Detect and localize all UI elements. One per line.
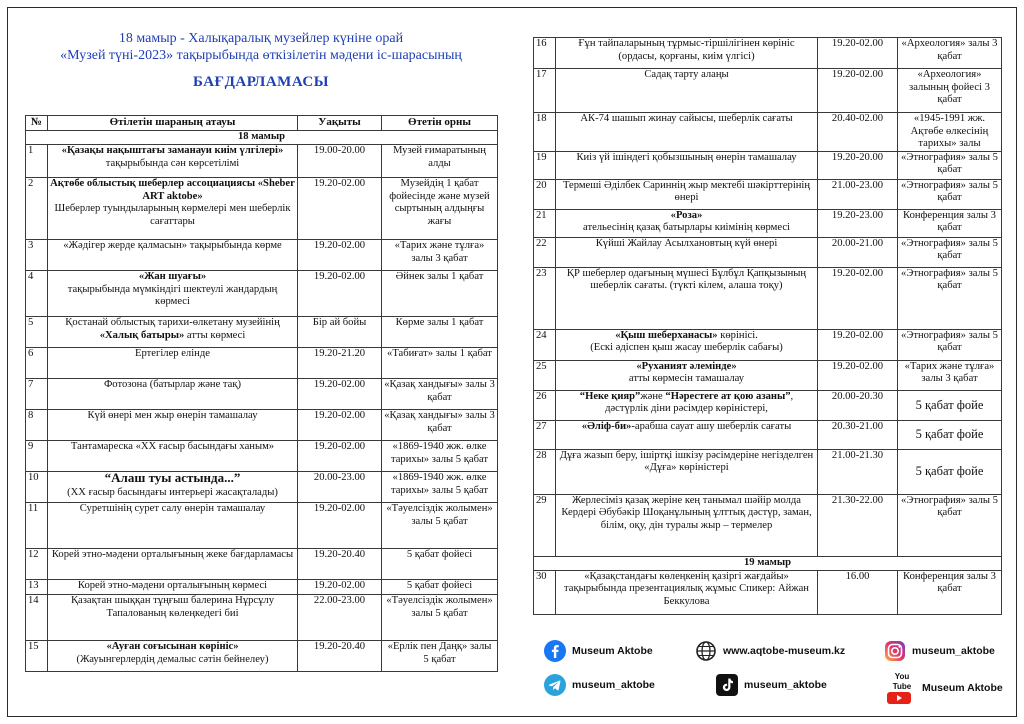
program-table-left: [25, 115, 498, 672]
row-name: Күй өнері мен жыр өнерін тамашалау: [48, 410, 298, 441]
row-time: 20.30-21.00: [818, 420, 898, 449]
header-line-2: «Музей түні-2023» тақырыбында өткізілетін мәдени іс-шарасының: [60, 48, 462, 63]
table-row: [534, 38, 1002, 69]
row-place: Көрме залы 1 қабат: [382, 317, 498, 348]
column-header-place: Өтетін орны: [382, 116, 498, 131]
row-num: 13: [26, 580, 48, 595]
table-row: [534, 267, 1002, 329]
table-row: [26, 549, 498, 580]
event-title: «Қазақы нақыштағы заманауи киім үлгілері»: [61, 145, 284, 156]
row-place: «Этнография» залы 5 қабат: [898, 237, 1002, 267]
table-row: [26, 580, 498, 595]
event-subtitle: тақырыбында сән көрсетілімі: [105, 157, 240, 169]
day-row: [534, 556, 1002, 570]
row-time: 21.00-21.30: [818, 449, 898, 494]
row-num: 3: [26, 240, 48, 271]
row-num: 4: [26, 271, 48, 317]
row-time: 20.00-23.00: [298, 472, 382, 503]
row-num: 23: [534, 267, 556, 329]
table-row: [534, 449, 1002, 494]
row-time: 19.20-20.00: [818, 151, 898, 179]
table-row: [534, 420, 1002, 449]
row-num: 25: [534, 360, 556, 390]
row-name: Күйші Жайлау Асылхановтың күй өнері: [556, 237, 818, 267]
row-time: 19.20-20.40: [298, 549, 382, 580]
globe-icon: [695, 640, 717, 662]
row-num: 18: [534, 113, 556, 152]
row-place: «1869-1940 жж. өлке тарихы» залы 5 қабат: [382, 472, 498, 503]
row-place: «1869-1940 жж. өлке тарихы» залы 5 қабат: [382, 441, 498, 472]
row-time: 19.20-20.40: [298, 641, 382, 672]
event-title: «Жан шуағы»: [138, 271, 207, 282]
youtube-logo-text: You Tube: [892, 672, 912, 691]
table-row: [534, 69, 1002, 113]
row-time: 19.20-02.00: [298, 379, 382, 410]
row-place: 5 қабат фойесі: [382, 549, 498, 580]
row-time: 20.40-02.00: [818, 113, 898, 152]
row-time: 20.00-21.00: [818, 237, 898, 267]
table-row: [534, 570, 1002, 614]
table-row: [534, 390, 1002, 420]
event-title: «Халық батыры»: [99, 329, 185, 341]
row-place: «Этнография» залы 5 қабат: [898, 329, 1002, 360]
row-time: 19.20-23.00: [818, 209, 898, 237]
table-row: [26, 472, 498, 503]
row-num: 9: [26, 441, 48, 472]
row-name: Садақ тарту алаңы: [556, 69, 818, 113]
event-title: “Неке қияр”: [579, 390, 641, 402]
event-subtitle: тақырыбында мүмкіндігі шектеулі жандардың көрмесі: [67, 283, 278, 307]
column-header-num: №: [26, 116, 48, 131]
day-row: [26, 131, 498, 145]
row-place: «Ерлік пен Даңқ» залы 5 қабат: [382, 641, 498, 672]
row-name: Киіз үй ішіндегі қобызшының өнерін тамашалау: [556, 151, 818, 179]
row-place: 5 қабат фойе: [898, 449, 1002, 494]
row-name: [48, 317, 298, 348]
row-time: 22.00-23.00: [298, 595, 382, 641]
row-num: 22: [534, 237, 556, 267]
telegram-link[interactable]: [544, 674, 655, 696]
row-num: 20: [534, 179, 556, 209]
row-place: «Қазақ хандығы» залы 3 қабат: [382, 410, 498, 441]
row-num: 8: [26, 410, 48, 441]
row-time: Бір ай бойы: [298, 317, 382, 348]
row-name: Корей этно-мәдени орталығының көрмесі: [48, 580, 298, 595]
row-num: 2: [26, 178, 48, 240]
row-num: 17: [534, 69, 556, 113]
event-subtitle: (ХХ ғасыр басындағы интерьері жасақталады): [67, 486, 278, 498]
row-num: 28: [534, 449, 556, 494]
row-num: 1: [26, 145, 48, 178]
event-title: «Ауған соғысынан көрініс»: [106, 641, 239, 652]
row-name: [556, 420, 818, 449]
event-title: “Алаш туы астында...”: [104, 471, 241, 485]
table-row: [534, 237, 1002, 267]
row-place: «Тарих және тұлға» залы 3 қабат: [898, 360, 1002, 390]
instagram-link[interactable]: [884, 640, 995, 662]
row-time: 19.20-02.00: [298, 240, 382, 271]
row-name: «Қазақстандағы көлеңкенің қазіргі жағдайы» тақырыбында презентациялық жұмыс Спикер: Айжан Беккулова: [556, 570, 818, 614]
column-header-time: Уақыты: [298, 116, 382, 131]
row-name: Суретшінің сурет салу өнерін тамашалау: [48, 503, 298, 549]
row-time: 21.00-23.00: [818, 179, 898, 209]
row-time: 19.20-02.00: [298, 178, 382, 240]
row-place: «Қазақ хандығы» залы 3 қабат: [382, 379, 498, 410]
program-header: [26, 30, 496, 91]
day-heading: 19 мамыр: [534, 556, 1002, 570]
page-border-top: [7, 7, 1017, 8]
row-place: «Тарих және тұлға» залы 3 қабат: [382, 240, 498, 271]
row-place: «Этнография» залы 5 қабат: [898, 179, 1002, 209]
table-row: [26, 145, 498, 178]
table-row: [534, 494, 1002, 556]
table-row: [534, 360, 1002, 390]
play-icon: [887, 692, 911, 704]
row-place: Конференция залы 3 қабат: [898, 209, 1002, 237]
event-subtitle: атты көрмесін тамашалау: [628, 373, 745, 384]
row-num: 30: [534, 570, 556, 614]
event-suffix: көрінісі.: [717, 329, 758, 341]
row-place: «1945-1991 жж. Ақтөбе өлкесінің тарихы» залы: [898, 113, 1002, 152]
row-place: Музей ғимаратының алды: [382, 145, 498, 178]
row-num: 7: [26, 379, 48, 410]
row-num: 10: [26, 472, 48, 503]
youtube-link[interactable]: [887, 672, 1003, 704]
telegram-label: museum_aktobe: [572, 679, 655, 691]
table-row: [534, 209, 1002, 237]
row-num: 5: [26, 317, 48, 348]
row-name: Фотозона (батырлар және тақ): [48, 379, 298, 410]
row-num: 21: [534, 209, 556, 237]
row-name: Дұға жазып беру, ішіртқі ішкізу рәсімдеріне негізделген «Дұға» көріністері: [556, 449, 818, 494]
row-name: Ғұн тайпаларының тұрмыс-тіршілігінен көрініс (ордасы, қорғаны, киім үлгісі): [556, 38, 818, 69]
event-subtitle: (Ескі әдіспен қыш жасау шеберлік сабағы): [590, 342, 783, 353]
row-name: «Жәдігер жерде қалмасын» тақырыбында көрме: [48, 240, 298, 271]
row-name: [48, 271, 298, 317]
row-name: Жерлесіміз қазақ жеріне кең танымал шәйір молда Кердері Әбубәкір Шоқанұлының ұлттық дәстүр, заман, білім, оқу, дін туралы жыр – термелер: [556, 494, 818, 556]
table-row: [26, 441, 498, 472]
row-place: «Этнография» залы 5 қабат: [898, 267, 1002, 329]
facebook-label: Museum Aktobe: [572, 645, 653, 657]
event-title: «Руханият әлемінде»: [636, 360, 737, 372]
row-time: 19.00-20.00: [298, 145, 382, 178]
row-time: 20.00-20.30: [818, 390, 898, 420]
event-subtitle: ательесінің қазақ батырлары киімінің көрмесі: [583, 222, 790, 233]
facebook-link[interactable]: [544, 640, 653, 662]
table-row: [26, 240, 498, 271]
event-title: Ақтөбе облыстық шеберлер ассоциациясы «Sheber ART aktobe»: [50, 178, 295, 202]
row-name: [48, 472, 298, 503]
table-row: [26, 271, 498, 317]
table-row: [534, 113, 1002, 152]
row-place: 5 қабат фойе: [898, 420, 1002, 449]
row-name: [556, 209, 818, 237]
row-num: 15: [26, 641, 48, 672]
row-place: «Тәуелсіздік жолымен» залы 5 қабат: [382, 503, 498, 549]
row-num: 19: [534, 151, 556, 179]
row-name: [48, 145, 298, 178]
row-name: Қазақтан шыққан тұңғыш балерина Нұрсұлу Тапалованың көлеңкедегі биі: [48, 595, 298, 641]
row-time: 19.20-02.00: [298, 271, 382, 317]
table-row: [534, 151, 1002, 179]
day-heading: 18 мамыр: [26, 131, 498, 145]
youtube-icon: [887, 672, 917, 704]
row-name: [556, 390, 818, 420]
row-place: «Табиғат» залы 1 қабат: [382, 348, 498, 379]
row-place: «Археология» залының фойесі 3 қабат: [898, 69, 1002, 113]
event-title: «Әліф-би»: [581, 420, 632, 432]
table-row: [26, 379, 498, 410]
youtube-label: Museum Aktobe: [922, 682, 1003, 694]
row-place: Музейдің 1 қабат фойесінде және музей сыртының алдыңғы жағы: [382, 178, 498, 240]
tiktok-label: museum_aktobe: [744, 679, 827, 691]
row-time: 19.20-02.00: [298, 441, 382, 472]
table-row: [26, 348, 498, 379]
row-time: 19.20-02.00: [298, 580, 382, 595]
event-join: және: [640, 390, 666, 402]
row-num: 16: [534, 38, 556, 69]
row-num: 14: [26, 595, 48, 641]
row-time: 19.20-02.00: [818, 329, 898, 360]
header-line-1: 18 мамыр - Халықаралық музейлер күніне орай: [118, 31, 404, 46]
row-time: 19.20-02.00: [298, 503, 382, 549]
facebook-icon: [544, 640, 566, 662]
row-name: ҚР шеберлер одағының мүшесі Бұлбұл Қапқызының шеберлік сағаты. (түкті кілем, алаша тоқу): [556, 267, 818, 329]
table-row: [26, 503, 498, 549]
row-place: «Этнография» залы 5 қабат: [898, 494, 1002, 556]
program-title: БАҒДАРЛАМАСЫ: [193, 74, 329, 90]
row-place: 5 қабат фойе: [898, 390, 1002, 420]
row-name: Тантамареска «ХХ ғасыр басындағы ханым»: [48, 441, 298, 472]
table-row: [26, 410, 498, 441]
row-num: 11: [26, 503, 48, 549]
row-time: 19.20-02.00: [818, 38, 898, 69]
row-time: 21.30-22.00: [818, 494, 898, 556]
page-border-right: [1016, 7, 1017, 717]
tiktok-icon: [716, 674, 738, 696]
table-row: [534, 179, 1002, 209]
event-title: «Роза»: [670, 209, 703, 221]
row-time: 19.20-02.00: [298, 410, 382, 441]
row-name: Корей этно-мәдени орталығының жеке бағдарламасы: [48, 549, 298, 580]
row-num: 24: [534, 329, 556, 360]
row-place: «Археология» залы 3 қабат: [898, 38, 1002, 69]
column-header-name: Өтілетін шараның атауы: [48, 116, 298, 131]
table-row: [534, 329, 1002, 360]
event-subtitle: (Жауынгерлердің демалыс сәтін бейнелеу): [76, 653, 269, 665]
tiktok-link[interactable]: [716, 674, 827, 696]
table-row: [26, 641, 498, 672]
row-time: 19.20-02.00: [818, 69, 898, 113]
table-row: [26, 317, 498, 348]
table-header-row: [26, 116, 498, 131]
row-num: 6: [26, 348, 48, 379]
website-label: www.aqtobe-museum.kz: [723, 645, 846, 657]
row-num: 12: [26, 549, 48, 580]
row-name: [48, 178, 298, 240]
instagram-icon: [884, 640, 906, 662]
row-name: [556, 360, 818, 390]
row-num: 27: [534, 420, 556, 449]
instagram-label: museum_aktobe: [912, 645, 995, 657]
row-place: «Тәуелсіздік жолымен» залы 5 қабат: [382, 595, 498, 641]
table-row: [26, 595, 498, 641]
row-name: Термеші Әділбек Сариннің жыр мектебі шәкірттерінің өнері: [556, 179, 818, 209]
row-time: 19.20-02.00: [818, 267, 898, 329]
row-place: «Этнография» залы 5 қабат: [898, 151, 1002, 179]
event-title-2: “Нәрестеге ат қою азаны”: [665, 390, 791, 402]
row-place: Конференция залы 3 қабат: [898, 570, 1002, 614]
page-border-bottom: [7, 716, 1017, 717]
table-row: [26, 178, 498, 240]
event-subtitle: Шеберлер туындыларының көрмелері мен шеберлік сағаттары: [54, 203, 291, 227]
event-suffix: атты көрмесі: [184, 329, 246, 341]
telegram-icon: [544, 674, 566, 696]
event-subtitle: -арабша сауат ашу шеберлік сағаты: [631, 420, 792, 432]
event-title: «Қыш шеберханасы»: [615, 329, 718, 341]
row-name: [48, 641, 298, 672]
row-name: Ертегілер елінде: [48, 348, 298, 379]
program-table-right: [533, 37, 1002, 615]
event-suffix: , дәстүрлік діни рәсімдер көріністері,: [605, 390, 794, 414]
row-time: 19.20-21.20: [298, 348, 382, 379]
row-time: 16.00: [818, 570, 898, 614]
row-time: 19.20-02.00: [818, 360, 898, 390]
row-name: АК-74 шашып жинау сайысы, шеберлік сағаты: [556, 113, 818, 152]
website-link[interactable]: [695, 640, 845, 662]
row-num: 29: [534, 494, 556, 556]
row-num: 26: [534, 390, 556, 420]
event-org: Қостанай облыстық тарихи-өлкетану музейінің: [65, 317, 280, 328]
row-place: Әйнек залы 1 қабат: [382, 271, 498, 317]
row-place: 5 қабат фойесі: [382, 580, 498, 595]
page-border-left: [7, 7, 8, 717]
row-name: [556, 329, 818, 360]
